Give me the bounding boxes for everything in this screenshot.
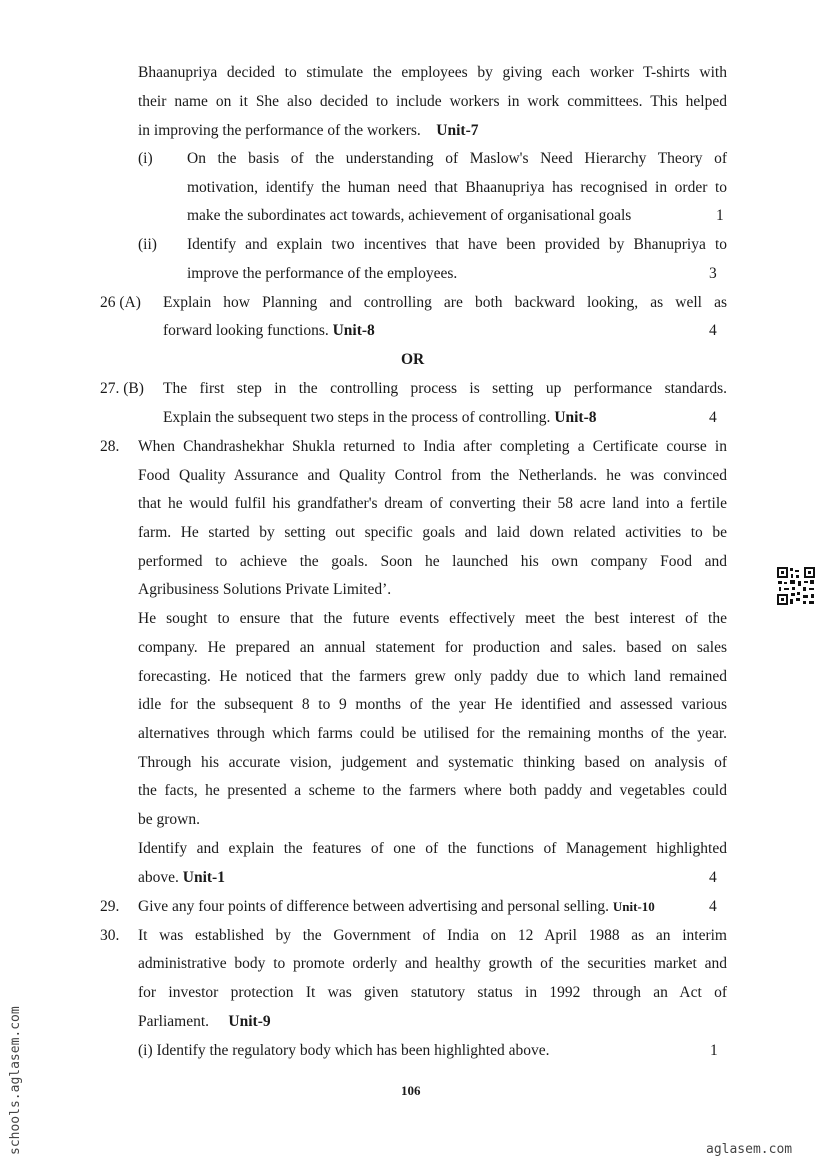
q-i-line-3: make the subordinates act towards, achievement of organisational goals [187,207,632,224]
q28-line: Food Quality Assurance and Quality Control from the Netherlands. he was convinced [138,467,727,484]
q30-line: administrative body to promote orderly and healthy growth of the securities market and [138,955,727,972]
bottom-watermark: aglasem.com [706,1142,793,1157]
q30-line: for investor protection It was given statutory status in 1992 through an Act of [138,984,727,1001]
q-ii-line-2: improve the performance of the employees. [187,265,458,282]
marks: 1 [716,207,724,224]
marks: 1 [710,1042,718,1059]
marks: 4 [709,409,717,426]
q28-line: that he would fulfil his grandfather's dream of converting their 58 acre land into a fertile [138,495,727,512]
sub-question-label: (i) [138,1042,153,1059]
q-i-line-1: On the basis of the understanding of Maslow's Need Hierarchy Theory of [187,150,727,167]
q28-line: company. He prepared an annual statement for production and sales. based on sales [138,639,727,656]
q30-line: Parliament. Unit-9 [138,1013,271,1030]
q30-line: It was established by the Government of India on 12 April 1988 as an interim [138,927,727,944]
marks: 4 [709,898,717,915]
unit-tag: Unit-8 [554,409,597,426]
question-number: 28. [100,438,120,455]
q27-line-2: Explain the subsequent two steps in the process of controlling. Unit-8 [163,409,597,426]
intro-line-1: Bhaanupriya decided to stimulate the employees by giving each worker T-shirts with [138,64,727,81]
question-number: 30. [100,927,120,944]
q28-line: performed to achieve the goals. Soon he launched his own company Food and [138,553,727,570]
qr-code-icon[interactable] [776,566,816,606]
q28-line: Agribusiness Solutions Private Limited’. [138,581,392,598]
q28-line: above. Unit-1 [138,869,225,886]
question-number: 27. (B) [100,380,144,397]
q28-line: Through his accurate vision, judgement and systematic thinking based on analysis of [138,754,727,771]
sub-question-label: (i) [138,150,153,167]
q28-line: be grown. [138,811,200,828]
side-watermark: schools.aglasem.com [8,1006,23,1155]
q26-line-1: Explain how Planning and controlling are both backward looking, as well as [163,294,727,311]
q28-line: alternatives through which farms could be utilised for the remaining months of the year. [138,725,727,742]
marks: 4 [709,322,717,339]
q29-line: Give any four points of difference between advertising and personal selling. Unit-10 [138,898,655,915]
unit-tag: Unit-8 [332,322,375,339]
unit-tag: Unit-10 [612,899,655,914]
q-i-line-2: motivation, identify the human need that Bhaanupriya has recognised in order to [187,179,727,196]
q-ii-line-1: Identify and explain two incentives that have been provided by Bhanupriya to [187,236,727,253]
unit-tag: Unit-9 [228,1013,271,1030]
or-separator: OR [401,351,425,368]
marks: 3 [709,265,717,282]
q28-line: farm. He started by setting out specific goals and laid down related activities to be [138,524,727,541]
question-number: 29. [100,898,120,915]
q27-line-1: The first step in the controlling process is setting up performance standards. [163,380,727,397]
intro-line-3: in improving the performance of the workers. Unit-7 [138,122,479,139]
unit-tag: Unit-7 [436,122,479,139]
q28-line: Identify and explain the features of one of the functions of Management highlighted [138,840,727,857]
q28-line: He sought to ensure that the future events effectively meet the best interest of the [138,610,727,627]
marks: 4 [709,869,717,886]
intro-line-2: their name on it She also decided to include workers in work committees. This helped [138,93,727,110]
q26-line-2: forward looking functions. Unit-8 [163,322,375,339]
sub-question-label: (ii) [138,236,157,253]
q28-line: the facts, he presented a scheme to the farmers where both paddy and vegetables could [138,782,727,799]
q28-line: When Chandrashekhar Shukla returned to India after completing a Certificate course in [138,438,727,455]
page-number: 106 [401,1083,421,1098]
q28-line: forecasting. He noticed that the farmers grew only paddy due to which land remained [138,668,727,685]
question-number: 26 (A) [100,294,141,311]
q28-line: idle for the subsequent 8 to 9 months of the year He identified and assessed various [138,696,727,713]
q30-sub-line: (i) Identify the regulatory body which has been highlighted above. [138,1042,550,1059]
unit-tag: Unit-1 [182,869,225,886]
